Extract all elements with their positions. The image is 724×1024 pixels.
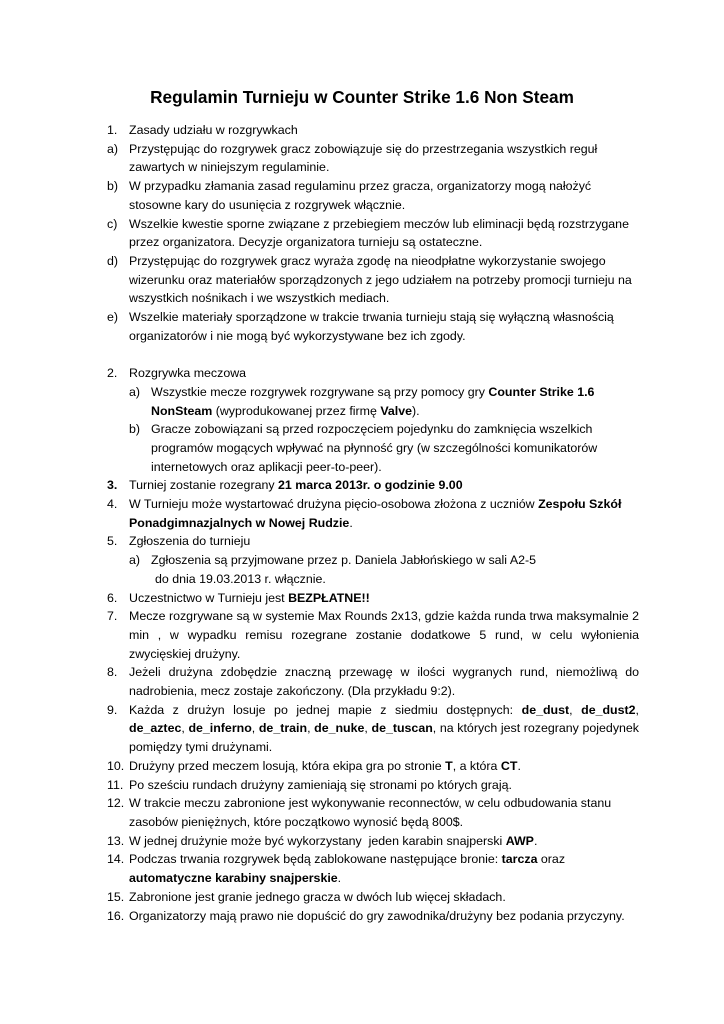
rule-5a [107, 551, 639, 588]
rule-text: Turniej zostanie rozegrany [129, 478, 278, 493]
rule-number: 3. [107, 478, 118, 493]
rule-text: . [533, 833, 538, 848]
rule-16 [107, 907, 639, 926]
rule-number: 16. [107, 908, 125, 923]
rule-number: 6. [107, 590, 118, 605]
document-title: Regulamin Turnieju w Counter Strike 1.6 Non Steam [150, 87, 574, 107]
separator: , [181, 721, 189, 736]
document-body [107, 121, 639, 925]
map-name: de_tuscan [371, 721, 433, 736]
rule-text: (wyprodukowanej przez firmę [212, 403, 381, 418]
rule-text: Wszelkie materiały sporządzone w trakcie trwania turnieju stają się wyłączną własnością organizatorów i nie mogą być wykorzystywane bez ich zgody. [129, 310, 614, 343]
rule-text: , na których jest rozegrany pojedynek pomiędzy tymi drużynami. [129, 721, 639, 755]
rule-text: . [337, 871, 342, 886]
rule-text: Podczas trwania rozgrywek będą zablokowane następujące bronie: [129, 852, 502, 867]
rule-text: Mecze rozgrywane są w systemie Max Rounds 2x13, gdzie każda runda trwa maksymalnie 2 min , w wypadku remisu rozegrane zostanie dodatkowe 5 rund, w celu wyłonienia zwycięskiej drużyny. [129, 609, 639, 661]
rule-text: Rozgrywka meczowa [129, 366, 247, 381]
map-name: de_dust [521, 702, 570, 717]
separator: , [569, 702, 582, 717]
rule-number: 9. [107, 702, 118, 717]
rule-number: 1. [107, 123, 118, 137]
rule-2 [107, 364, 639, 383]
rule-text: ). [412, 403, 420, 418]
rule-text: Przystępując do rozgrywek gracz wyraża zgodę na nieodpłatne wykorzystanie swojego wizerunku oraz materiałów sporządzonych z jego udziałem na potrzeby promocji turnieju na wszystkich nośnikach i we wszystkich mediach. [129, 253, 632, 306]
paragraph-spacer [107, 345, 639, 364]
rule-1c [107, 215, 639, 252]
rule-1e [107, 308, 639, 345]
rule-5 [107, 532, 639, 551]
rule-6 [107, 589, 639, 608]
rule-text: Przystępując do rozgrywek gracz zobowiązuje się do przestrzegania wszystkich reguł zawartych w niniejszym regulaminie. [129, 141, 598, 175]
rule-text: Po sześciu rundach drużyny zamieniają się stronami po których grają. [129, 777, 512, 792]
rule-number: 5. [107, 534, 118, 549]
rule-text: Każda z drużyn losuje po jednej mapie z siedmiu dostępnych: [129, 702, 522, 717]
rule-2b [107, 420, 639, 476]
map-name: de_nuke [314, 721, 365, 736]
rule-text: Jeżeli drużyna zdobędzie znaczną przewagę w ilości wygranych rund, niemożliwą do nadrobienia, mecz zostaje zakończony. (Dla przykładu 9:2). [129, 665, 639, 699]
rule-text: Zgłoszenia do turnieju [129, 534, 251, 549]
weapon-name: tarcza [501, 852, 538, 867]
rule-text: Wszystkie mecze rozgrywek rozgrywane są przy pomocy gry [151, 384, 489, 399]
rule-8 [107, 663, 639, 700]
rule-letter: a) [129, 553, 141, 568]
rule-text: do dnia 19.03.2013 r. włącznie. [155, 571, 326, 586]
game-name: Counter Strike 1.6 NonSteam [151, 384, 595, 418]
separator: , [635, 702, 639, 717]
rule-text: Organizatorzy mają prawo nie dopuścić do gry zawodnika/drużyny bez podania przyczyny. [129, 908, 625, 923]
rule-text: Wszelkie kwestie sporne związane z przebiegiem meczów lub eliminacji będą rozstrzygane przez organizatora. Decyzje organizatora turnieju są ostateczne. [129, 216, 629, 250]
rule-text: oraz [537, 852, 569, 867]
rule-2a [107, 383, 639, 420]
separator: , [364, 721, 372, 736]
rule-text: . [517, 758, 521, 773]
rule-text: Uczestnictwo w Turnieju jest [129, 590, 289, 605]
rule-15 [107, 888, 639, 907]
rule-text: Zasady udziału w rozgrywkach [129, 123, 298, 137]
separator: , [307, 721, 315, 736]
rule-letter: a) [129, 384, 141, 399]
event-date: 21 marca 2013r. o godzinie 9.00 [278, 478, 463, 493]
rule-text: Zgłoszenia są przyjmowane przez p. Daniela Jabłońskiego w sali A2-5 [151, 553, 536, 568]
team-side: T [445, 758, 453, 773]
rule-1a [107, 140, 639, 177]
rule-letter: c) [107, 216, 118, 231]
rule-7 [107, 607, 639, 663]
rule-letter: b) [107, 179, 119, 194]
rule-letter: a) [107, 141, 119, 156]
weapon-name: AWP [505, 833, 534, 848]
rule-number: 2. [107, 366, 118, 381]
rule-number: 12. [107, 796, 125, 811]
rule-13 [107, 832, 639, 851]
rule-10 [107, 757, 639, 776]
school-name: Zespołu Szkół Ponadgimnazjalnych w Nowej Rudzie [129, 497, 622, 530]
rule-number: 7. [107, 609, 118, 624]
rule-letter: d) [107, 253, 119, 268]
publisher-name: Valve [380, 403, 413, 418]
separator: , [251, 721, 259, 736]
rule-number: 10. [107, 758, 125, 773]
rule-number: 8. [107, 665, 118, 680]
map-name: de_inferno [188, 721, 252, 736]
rule-text: Zabronione jest granie jednego gracza w dwóch lub więcej składach. [129, 889, 506, 904]
rule-text: Drużyny przed meczem losują, która ekipa gra po stronie [129, 758, 446, 773]
rule-letter: e) [107, 310, 119, 325]
map-name: de_train [258, 721, 308, 736]
rule-12 [107, 794, 639, 831]
rule-1 [107, 121, 639, 140]
rule-text: , a która [452, 758, 501, 773]
rule-text: . [349, 515, 353, 530]
map-name: de_aztec [129, 721, 182, 736]
rule-14 [107, 850, 639, 887]
rule-number: 14. [107, 852, 125, 867]
rule-text: W przypadku złamania zasad regulaminu przez gracza, organizatorzy mogą nałożyć stosowne kary do usunięcia z rozgrywek włącznie. [129, 179, 592, 212]
team-side: CT [500, 758, 518, 773]
rule-number: 13. [107, 833, 125, 848]
rule-1b [107, 177, 639, 214]
map-name: de_dust2 [581, 702, 636, 717]
weapon-name: automatyczne karabiny snajperskie [129, 871, 338, 886]
rule-text: W jednej drużynie może być wykorzystany jeden karabin snajperski [129, 833, 506, 848]
rule-number: 4. [107, 497, 118, 512]
rule-number: 15. [107, 889, 125, 904]
rule-11 [107, 776, 639, 795]
rule-4 [107, 495, 639, 532]
rule-1d [107, 252, 639, 308]
rule-text: Gracze zobowiązani są przed rozpoczęciem pojedynku do zamknięcia wszelkich programów mogących wpływać na płynność gry (w szczególności komunikatorów internetowych oraz aplikacji peer-to-peer). [151, 422, 598, 474]
rule-3 [107, 476, 639, 495]
free-entry: BEZPŁATNE!! [288, 590, 370, 605]
rule-text: W trakcie meczu zabronione jest wykonywanie reconnectów, w celu odbudowania stanu zasobów pieniężnych, które początkowo wynosić będą 800$. [129, 796, 612, 829]
rule-9 [107, 701, 639, 757]
rule-text: W Turnieju może wystartować drużyna pięcio-osobowa złożona z uczniów [129, 497, 539, 512]
rule-letter: b) [129, 422, 141, 437]
rule-number: 11. [107, 777, 124, 792]
